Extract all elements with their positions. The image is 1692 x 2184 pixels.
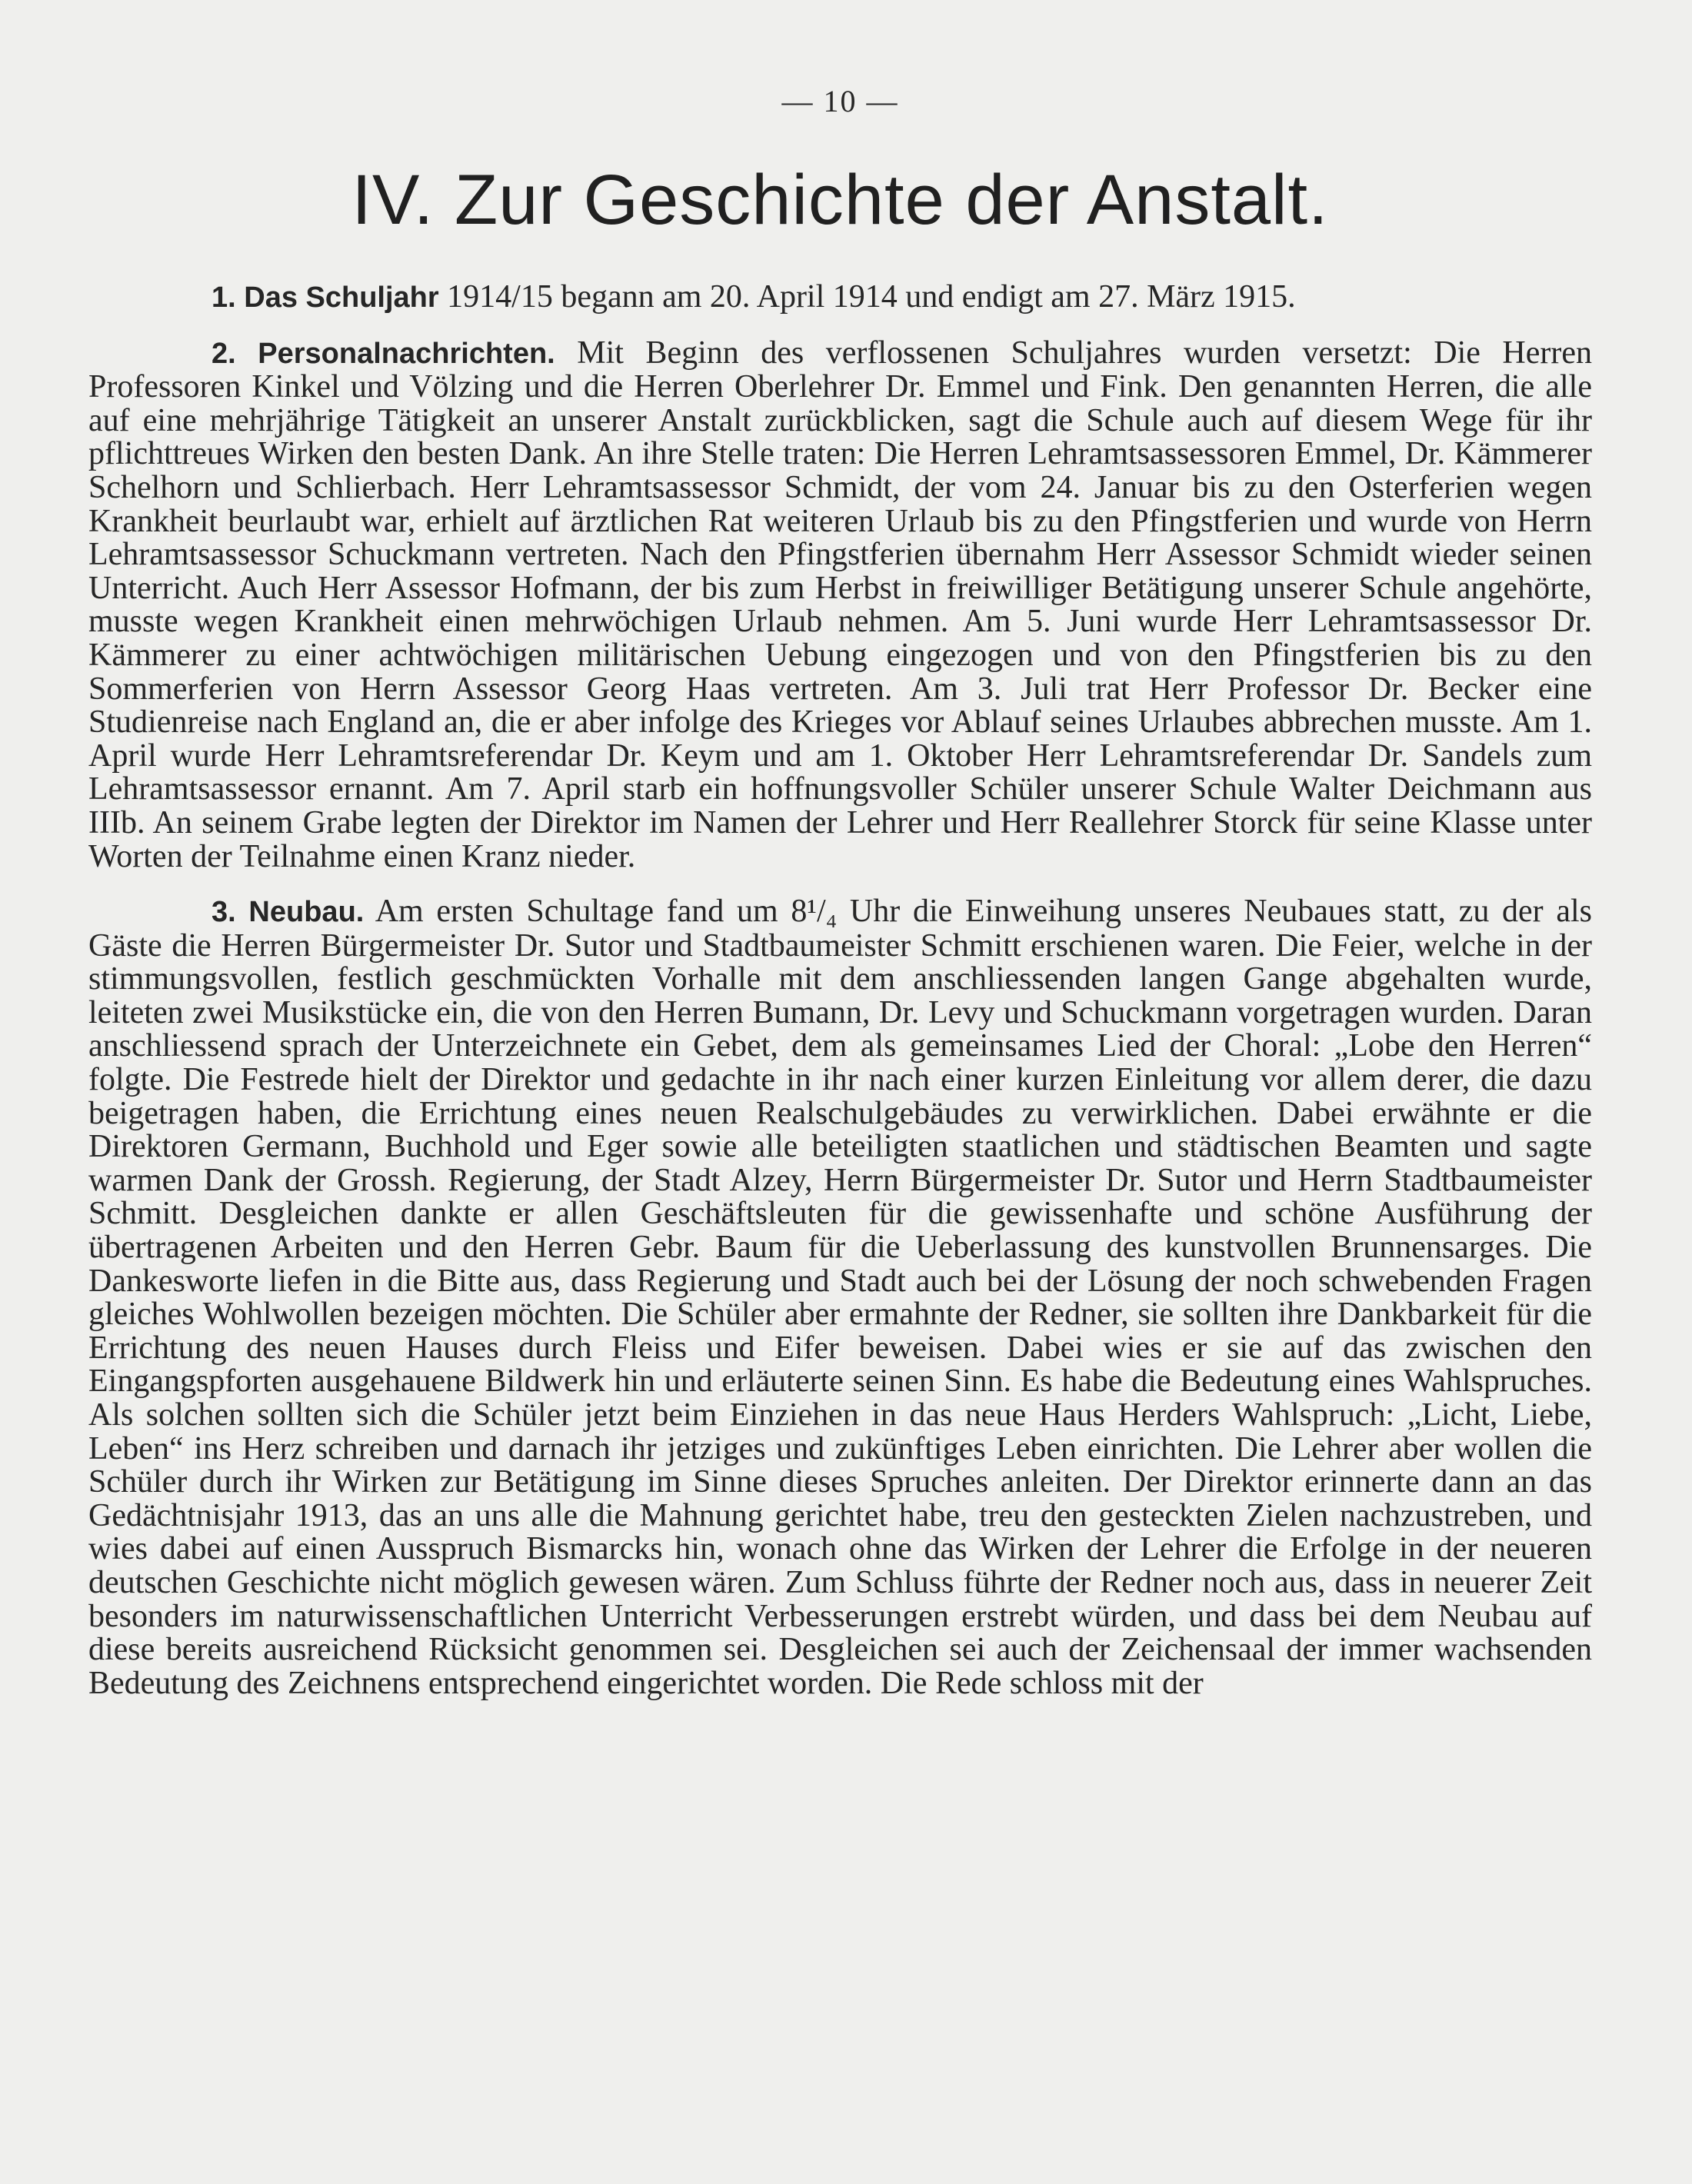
page-number: — 10 —	[781, 84, 899, 118]
chapter-title: IV. Zur Geschichte der Anstalt.	[351, 161, 1329, 239]
section-text-personalnachrichten: Mit Beginn des verflossenen Schuljahres wurden versetzt: Die Herren Professoren Kinkel und Völzing und die Herren Oberlehrer Dr. Emmel und Fink. Den genannten Herren, die alle auf eine mehrjährige Tätigkeit an unserer Anstalt zurückblicken, sagt die Schule auch auf diesem Wege für ihr pflichttreues Wirken den besten Dank. An ihre Stelle traten: Die Herren Lehramtsassessoren Emmel, Dr. Kämmerer Schelhorn und Schlierbach. Herr Lehramtsassessor Schmidt, der vom 24. Januar bis zu den Osterferien wegen Krankheit beurlaubt war, erhielt auf ärztlichen Rat weiteren Urlaub bis zu den Pfingstferien und wurde von Herrn Lehramtsassessor Schuckmann vertreten. Nach den Pfingstferien übernahm Herr Assessor Schmidt wieder seinen Unterricht. Auch Herr Assessor Hofmann, der bis zum Herbst in freiwilliger Betätigung unserer Schule angehörte, musste wegen Krankheit einen mehrwöchigen Urlaub nehmen. Am 5. Juni wurde Herr Lehramtsassessor Dr. Kämmerer zu einer achtwöchigen militärischen Uebung eingezogen und von den Pfingstferien bis zu den Sommerferien von Herrn Assessor Georg Haas vertreten. Am 3. Juli trat Herr Professor Dr. Becker eine Studienreise nach England an, die er aber infolge des Krieges vor Ablauf seines Urlaubes abbrechen musste. Am 1. April wurde Herr Lehramtsreferendar Dr. Keym und am 1. Oktober Herr Lehramtsreferendar Dr. Sandels zum Lehramtsassessor ernannt. Am 7. April starb ein hoffnungsvoller Schüler unserer Schule Walter Deichmann aus IIIb. An seinem Grabe legten der Direktor im Namen der Lehrer und Herr Reallehrer Storck für seine Klasse unter Worten der Teilnahme einen Kranz nieder.	[88, 335, 1592, 874]
section-title-personalnachrichten: 2. Personalnachrichten.	[212, 337, 555, 370]
section-personalnachrichten	[88, 337, 1592, 874]
section-text-schuljahr: 1914/15 begann am 20. April 1914 und endigt am 27. März 1915.	[447, 279, 1296, 315]
section-neubau	[88, 895, 1592, 1700]
section-text-neubau: Am ersten Schultage fand um 8¹/₄ Uhr die Einweihung unseres Neubaues statt, zu der als Gäste die Herren Bürgermeister Dr. Sutor und Stadtbaumeister Schmitt erschienen waren. Die Feier, welche in der stimmungsvollen, festlich geschmückten Vorhalle mit dem anschliessenden langen Gange abgehalten wurde, leiteten zwei Musikstücke ein, die von den Herren Bumann, Dr. Levy und Schuckmann vorgetragen wurden. Daran anschliessend sprach der Unterzeichnete ein Gebet, dem als gemeinsames Lied der Choral: „Lobe den Herren“ folgte. Die Festrede hielt der Direktor und gedachte in ihr nach einer kurzen Einleitung vor allem derer, die dazu beigetragen haben, die Errichtung eines neuen Realschulgebäudes zu verwirklichen. Dabei erwähnte er die Direktoren Germann, Buchhold und Eger sowie alle beteiligten staatlichen und städtischen Beamten und sagte warmen Dank der Grossh. Regierung, der Stadt Alzey, Herrn Bürgermeister Dr. Sutor und Herrn Stadtbaumeister Schmitt. Desgleichen dankte er allen Geschäftsleuten für die gewissenhafte und schöne Ausführung der übertragenen Arbeiten und den Herren Gebr. Baum für die Ueberlassung des kunstvollen Brunnensarges. Die Dankesworte liefen in die Bitte aus, dass Regierung und Stadt auch bei der Lösung der noch schwebenden Fragen gleiches Wohlwollen bezeigen möchten. Die Schüler aber ermahnte der Redner, sie sollten ihre Dankbarkeit für die Errichtung des neuen Hauses durch Fleiss und Eifer beweisen. Dabei wies er sie auf das zwischen den Eingangspforten ausgehauene Bildwerk hin und erläuterte seinen Sinn. Es habe die Bedeutung eines Wahlspruches. Als solchen sollten sich die Schüler jetzt beim Einziehen in das neue Haus Herders Wahlspruch: „Licht, Liebe, Leben“ ins Herz schreiben und darnach ihr jetziges und zukünftiges Leben einrichten. Die Lehrer aber wollen die Schüler durch ihr Wirken zur Betätigung im Sinne dieses Spruches anleiten. Der Direktor erinnerte dann an das Gedächtnisjahr 1913, das an uns alle die Mahnung gerichtet habe, treu den gesteckten Zielen nachzustreben, und wies dabei auf einen Ausspruch Bismarcks hin, wonach ohne das Wirken der Lehrer die Erfolge in der neueren deutschen Geschichte nicht möglich gewesen wären. Zum Schluss führte der Redner noch aus, dass in neuerer Zeit besonders im naturwissenschaftlichen Unterricht Verbesserungen erstrebt würden, und dass bei dem Neubau auf diese bereits ausreichend Rücksicht genommen sei. Desgleichen sei auch der Zeichensaal der immer wachsenden Bedeutung des Zeichnens entsprechend eingerichtet worden. Die Rede schloss mit der	[88, 894, 1592, 1701]
section-schuljahr	[88, 281, 1592, 315]
section-title-schuljahr: 1. Das Schuljahr	[212, 281, 439, 314]
section-title-neubau: 3. Neubau.	[212, 896, 365, 929]
